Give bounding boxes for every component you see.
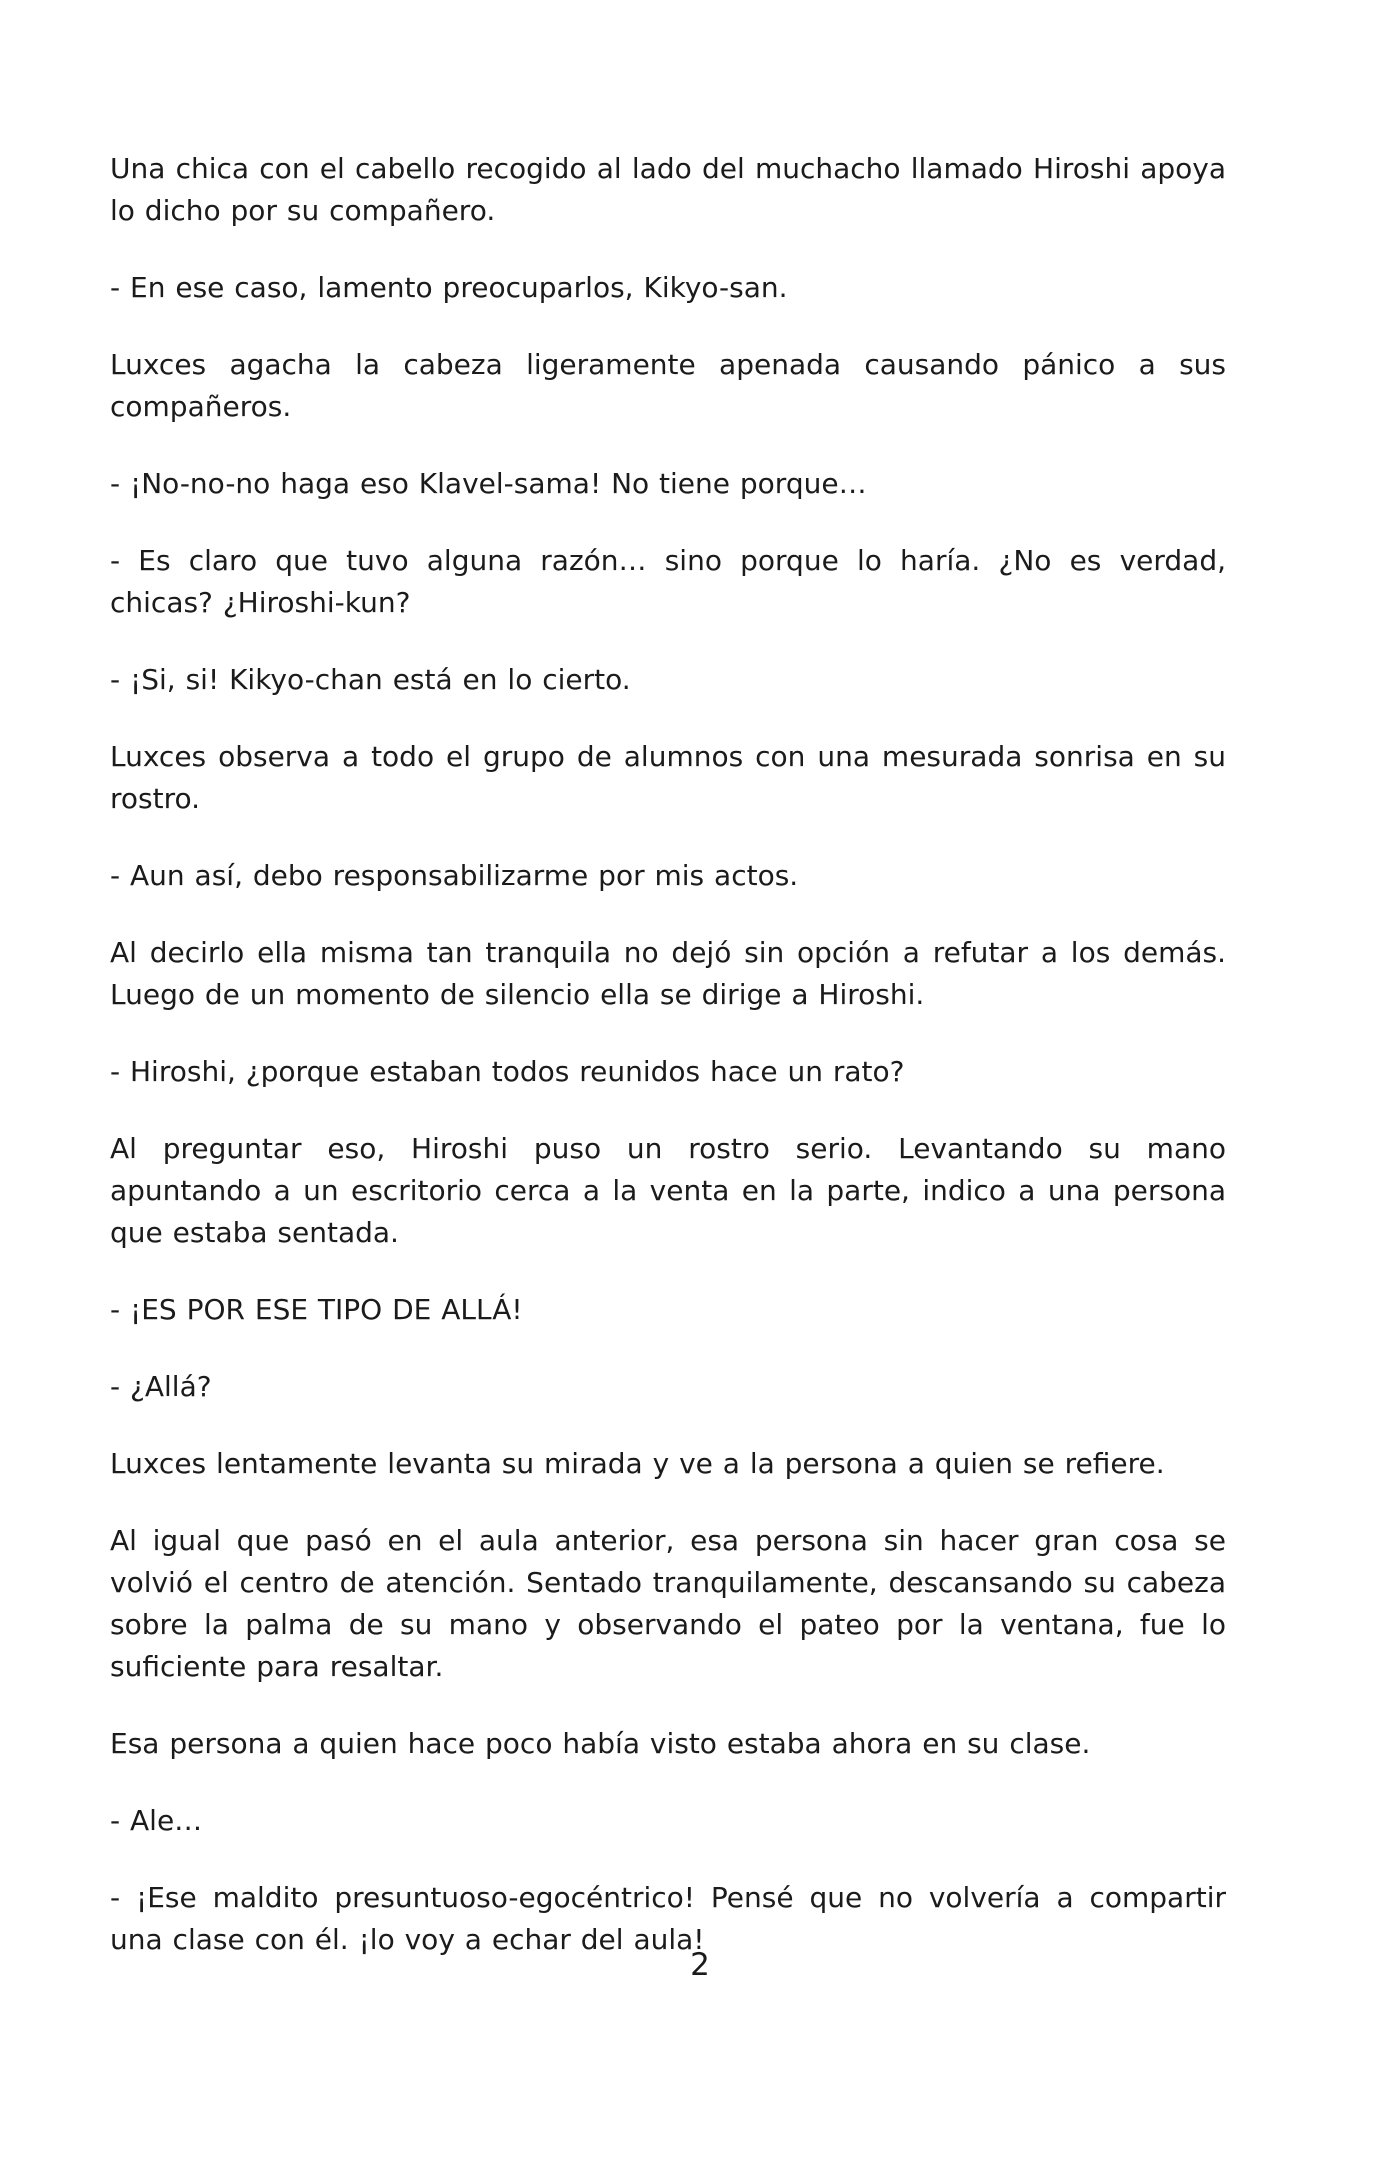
paragraph: - ¡No-no-no haga eso Klavel-sama! No tiene porque… bbox=[110, 467, 867, 500]
page-number: 2 bbox=[690, 1947, 710, 1983]
paragraph: Al igual que pasó en el aula anterior, esa persona sin hacer gran cosa se volvió el centro de atención. Sentado tranquilamente, descansando su cabeza sobre la palma de su mano y observando el pateo por la ventana, fue lo suficiente para resaltar. bbox=[110, 1524, 1226, 1683]
paragraph: - Es claro que tuvo alguna razón… sino porque lo haría. ¿No es verdad, chicas? ¿Hiroshi-kun? bbox=[110, 544, 1226, 619]
paragraph: - ¡Ese maldito presuntuoso-egocéntrico! Pensé que no volvería a compartir una clase con él. ¡lo voy a echar del aula! bbox=[110, 1881, 1226, 1956]
paragraph: Luxces observa a todo el grupo de alumnos con una mesurada sonrisa en su rostro. bbox=[110, 740, 1226, 815]
body-text bbox=[110, 148, 1226, 1996]
paragraph: Esa persona a quien hace poco había visto estaba ahora en su clase. bbox=[110, 1727, 1091, 1760]
paragraph: - Hiroshi, ¿porque estaban todos reunidos hace un rato? bbox=[110, 1055, 905, 1088]
paragraph: Una chica con el cabello recogido al lado del muchacho llamado Hiroshi apoya lo dicho por su compañero. bbox=[110, 152, 1226, 227]
paragraph: Luxces agacha la cabeza ligeramente apenada causando pánico a sus compañeros. bbox=[110, 348, 1226, 423]
paragraph: Al decirlo ella misma tan tranquila no dejó sin opción a refutar a los demás. Luego de un momento de silencio ella se dirige a Hiroshi. bbox=[110, 936, 1226, 1011]
paragraph: - ¡Si, si! Kikyo-chan está en lo cierto. bbox=[110, 663, 631, 696]
paragraph: - ¡ES POR ESE TIPO DE ALLÁ! bbox=[110, 1293, 523, 1326]
paragraph: - ¿Allá? bbox=[110, 1370, 212, 1403]
paragraph: Al preguntar eso, Hiroshi puso un rostro serio. Levantando su mano apuntando a un escritorio cerca a la venta en la parte, indico a una persona que estaba sentada. bbox=[110, 1132, 1226, 1249]
paragraph: Luxces lentamente levanta su mirada y ve a la persona a quien se refiere. bbox=[110, 1447, 1165, 1480]
paragraph: - Ale… bbox=[110, 1804, 203, 1837]
paragraph: - Aun así, debo responsabilizarme por mis actos. bbox=[110, 859, 799, 892]
paragraph: - En ese caso, lamento preocuparlos, Kikyo-san. bbox=[110, 271, 788, 304]
